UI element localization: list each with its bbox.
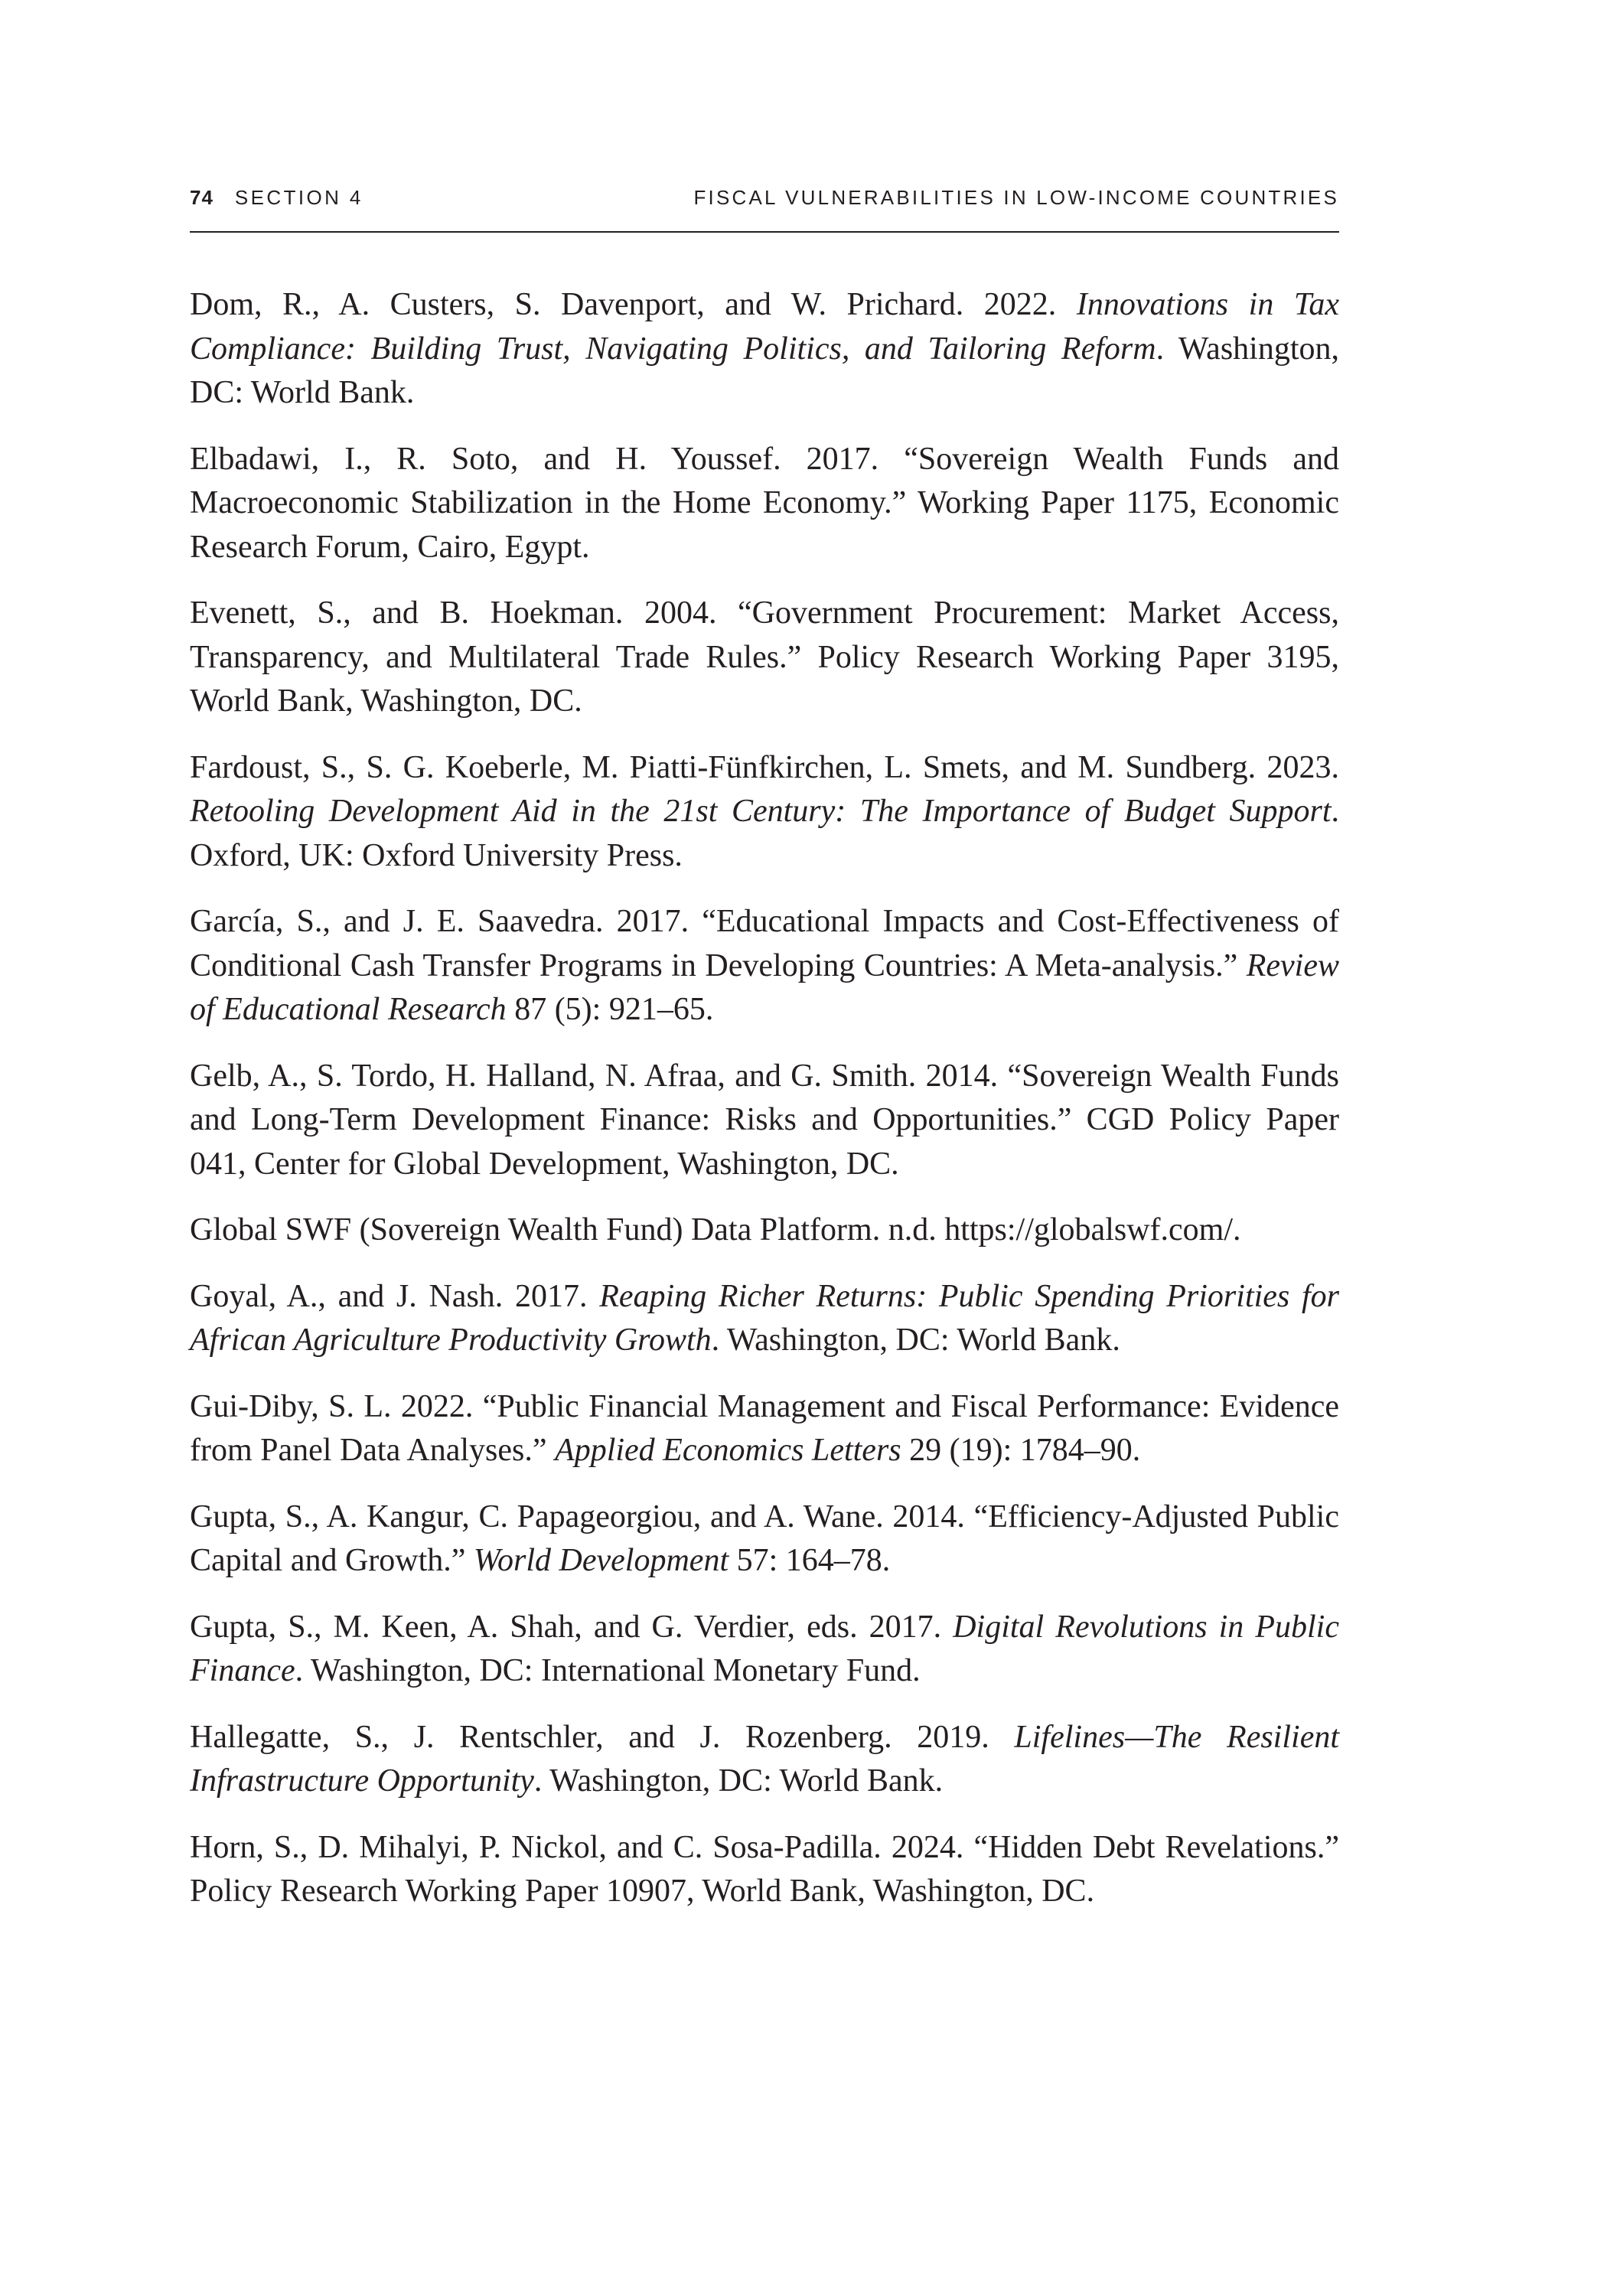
reference-entry <box>190 900 1339 1032</box>
section-label: SECTION 4 <box>234 186 363 209</box>
reference-text: . Washington, DC: World Bank. <box>190 331 1340 410</box>
reference-entry <box>190 1385 1339 1473</box>
reference-entry <box>190 1208 1339 1253</box>
reference-text: Gelb, A., S. Tordo, H. Halland, N. Afraa, and G. Smith. 2014. “Sovereign Wealth Funds and Long-Term Development Finance: Risks and Opportunities.” CGD Policy Paper 041, Center for Global Development, Washington, DC. <box>190 1058 1339 1182</box>
reference-title-italic: Digital Revolutions in Public Finance <box>190 1609 1339 1688</box>
reference-title-italic: World Development <box>473 1543 729 1578</box>
reference-entry <box>190 746 1339 879</box>
header-left <box>190 182 363 213</box>
reference-text: Global SWF (Sovereign Wealth Fund) Data Platform. n.d. https://globalswf.com/. <box>190 1212 1241 1247</box>
reference-text: Gupta, S., A. Kangur, C. Papageorgiou, and A. Wane. 2014. “Efficiency-Adjusted Public Capital and Growth.” <box>190 1499 1339 1578</box>
reference-entry <box>190 1275 1339 1363</box>
reference-text: . Washington, DC: World Bank. <box>533 1763 944 1799</box>
page-number: 74 <box>190 186 214 209</box>
reference-entry <box>190 1716 1339 1804</box>
reference-text: Gui-Diby, S. L. 2022. “Public Financial Management and Fiscal Performance: Evidence from Panel Data Analyses.” <box>190 1388 1339 1468</box>
reference-text: . Oxford, UK: Oxford University Press. <box>190 794 1339 873</box>
reference-entry <box>190 438 1339 570</box>
reference-entry <box>190 1606 1339 1694</box>
reference-text: Evenett, S., and B. Hoekman. 2004. “Government Procurement: Market Access, Transparency, and Multilateral Trade Rules.” Policy Research Working Paper 3195, World Bank, Washington, DC. <box>190 595 1339 719</box>
reference-text: García, S., and J. E. Saavedra. 2017. “Educational Impacts and Cost-Effectiveness of Conditional Cash Transfer Programs in Developing Countries: A Meta-analysis.” <box>190 904 1339 983</box>
reference-entry <box>190 1826 1339 1914</box>
reference-text: Fardoust, S., S. G. Koeberle, M. Piatti-Fünfkirchen, L. Smets, and M. Sundberg. 2023. <box>190 749 1339 785</box>
reference-text: Goyal, A., and J. Nash. 2017. <box>190 1278 600 1314</box>
reference-entry <box>190 1495 1339 1583</box>
reference-text: Gupta, S., M. Keen, A. Shah, and G. Verdier, eds. 2017. <box>190 1609 953 1645</box>
reference-text: 57: 164–78. <box>729 1543 891 1578</box>
reference-entry <box>190 1055 1339 1187</box>
reference-title-italic: Retooling Development Aid in the 21st Century: The Importance of Budget Support <box>190 794 1332 829</box>
reference-entry <box>190 283 1339 416</box>
reference-text: 29 (19): 1784–90. <box>901 1433 1141 1468</box>
reference-text: Elbadawi, I., R. Soto, and H. Youssef. 2017. “Sovereign Wealth Funds and Macroeconomic Stabilization in the Home Economy.” Working Paper 1175, Economic Research Forum, Cairo, Egypt. <box>190 441 1339 565</box>
running-header <box>190 182 1339 233</box>
reference-title-italic: Reaping Richer Returns: Public Spending Priorities for African Agriculture Productivity Growth <box>190 1278 1339 1358</box>
reference-title-italic: Innovations in Tax Compliance: Building Trust, Navigating Politics, and Tailoring Reform <box>190 287 1340 367</box>
reference-title-italic: Lifelines—The Resilient Infrastructure Opportunity <box>190 1719 1340 1799</box>
running-title: FISCAL VULNERABILITIES IN LOW-INCOME COUNTRIES <box>693 186 1339 209</box>
reference-title-italic: Review of Educational Research <box>190 947 1339 1027</box>
reference-text: Dom, R., A. Custers, S. Davenport, and W. Prichard. 2022. <box>190 287 1077 322</box>
reference-title-italic: Applied Economics Letters <box>555 1433 901 1468</box>
reference-text: . Washington, DC: International Monetary Fund. <box>295 1653 921 1688</box>
reference-list <box>190 283 1339 1936</box>
reference-text: Hallegatte, S., J. Rentschler, and J. Rozenberg. 2019. <box>190 1719 1015 1755</box>
reference-text: Horn, S., D. Mihalyi, P. Nickol, and C. Sosa-Padilla. 2024. “Hidden Debt Revelations.” Policy Research Working Paper 10907, World Bank, Washington, DC. <box>190 1829 1339 1909</box>
reference-entry <box>190 592 1339 724</box>
reference-text: . Washington, DC: World Bank. <box>711 1322 1120 1358</box>
reference-text: 87 (5): 921–65. <box>506 992 714 1027</box>
